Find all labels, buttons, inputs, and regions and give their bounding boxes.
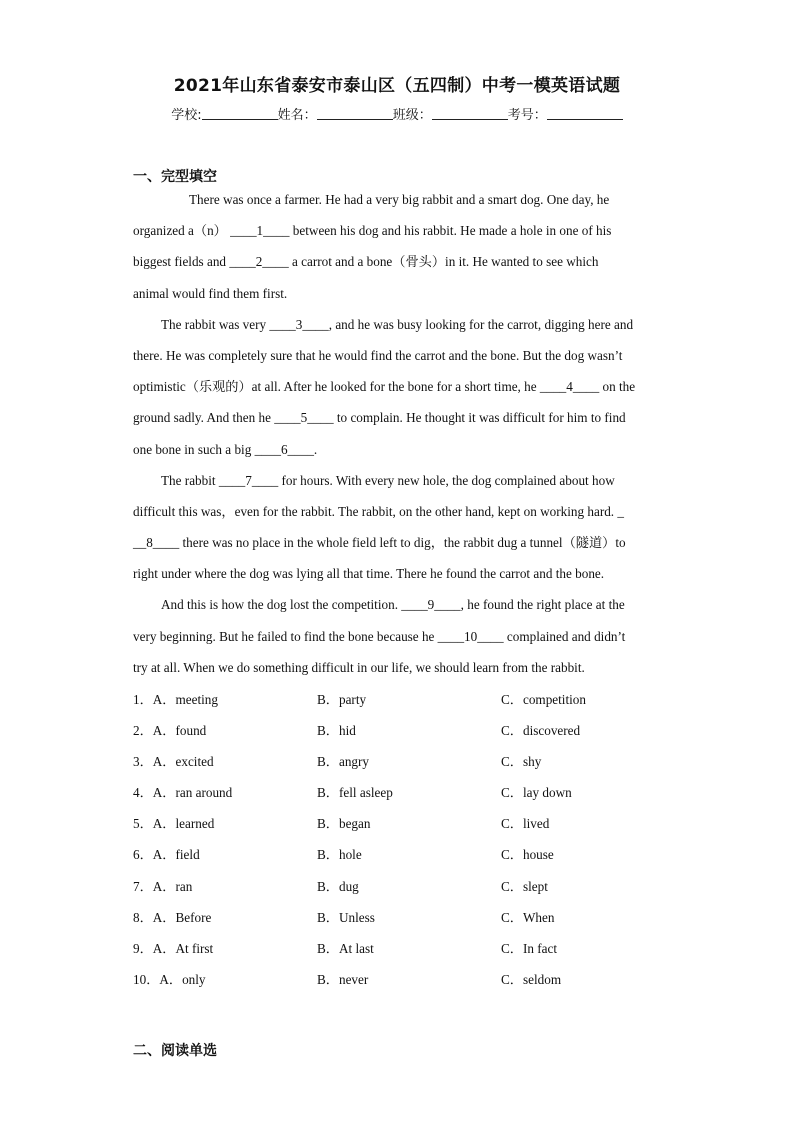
cloze-passage [133, 190, 663, 689]
class-label: 班级： [392, 108, 432, 123]
option-a: 4．A．ran around [133, 785, 233, 801]
class-blank [432, 107, 508, 120]
option-c: C．In fact [501, 940, 558, 956]
option-a: 2．A．found [133, 723, 207, 739]
passage-line: biggest fields and ____2____ a carrot and a bone（骨头）in it. He wanted to see which [133, 254, 599, 270]
option-c: C．seldom [501, 971, 562, 987]
exam-no-blank [547, 107, 623, 120]
option-c: C．lay down [501, 785, 572, 801]
option-row [133, 690, 673, 721]
name-label: 姓名： [277, 108, 317, 123]
option-a: 1．A．meeting [133, 692, 218, 707]
option-b: B．hid [317, 723, 356, 739]
name-blank [317, 107, 393, 120]
option-c: C．shy [501, 754, 542, 770]
option-c: C．discovered [501, 723, 581, 739]
passage-line: one bone in such a big ____6____. [133, 441, 318, 457]
passage-line: optimistic（乐观的）at all. After he looked for the bone for a short time, he ____4____ on the [133, 379, 636, 395]
school-blank [202, 107, 278, 120]
option-b: B．angry [317, 754, 370, 770]
option-c: C．slept [501, 878, 548, 894]
option-row [133, 939, 673, 970]
option-a: 5．A．learned [133, 816, 215, 832]
passage-line: right under where the dog was lying all that time. There he found the carrot and the bone. [133, 566, 605, 582]
option-a: 10．A．only [133, 971, 206, 987]
option-b: B．never [317, 971, 369, 987]
option-c: C．competition [501, 692, 586, 707]
option-row [133, 783, 673, 814]
option-b: B．party [317, 692, 367, 707]
exam-no-label: 考号： [507, 108, 547, 123]
option-row [133, 908, 673, 939]
option-row [133, 970, 673, 1001]
option-a: 9．A．At first [133, 940, 214, 956]
passage-line: __8____ there was no place in the whole field left to dig，the rabbit dug a tunnel（隧道）to [133, 535, 626, 551]
passage-line: ground sadly. And then he ____5____ to complain. He thought it was difficult for him to find [133, 410, 626, 426]
passage-line: try at all. When we do something difficult in our life, we should learn from the rabbit. [133, 659, 585, 675]
option-row [133, 721, 673, 752]
passage-line: And this is how the dog lost the competition. ____9____, he found the right place at the [161, 597, 625, 613]
option-c: C．house [501, 847, 554, 863]
option-a: 3．A．excited [133, 754, 214, 770]
page-title: 2021年山东省泰安市泰山区（五四制）中考一模英语试题 [173, 76, 621, 96]
option-a: 8．A．Before [133, 909, 212, 925]
student-info-line [0, 104, 794, 123]
option-row [133, 845, 673, 876]
option-a: 7．A．ran [133, 878, 193, 894]
option-b: B．fell asleep [317, 785, 393, 801]
option-b: B．hole [317, 847, 362, 863]
option-b: B．began [317, 816, 371, 832]
option-c: C．lived [501, 816, 550, 832]
passage-line: The rabbit ____7____ for hours. With every new hole, the dog complained about how [161, 472, 615, 488]
option-row [133, 814, 673, 845]
option-row [133, 752, 673, 783]
option-c: C．When [501, 909, 555, 925]
option-a: 6．A．field [133, 847, 200, 863]
passage-line: very beginning. But he failed to find the bone because he ____10____ complained and didn’t [133, 628, 626, 644]
answer-options [133, 690, 673, 1001]
passage-line: organized a（n） ____1____ between his dog and his rabbit. He made a hole in one of his [133, 223, 612, 239]
passage-line: animal would find them first. [133, 285, 288, 301]
section-heading-cloze: 一、完型填空 [133, 169, 217, 185]
option-b: B．Unless [317, 909, 375, 925]
section-heading-reading: 二、阅读单选 [133, 1043, 217, 1059]
option-b: B．dug [317, 878, 359, 894]
option-b: B．At last [317, 940, 374, 956]
passage-line: there. He was completely sure that he would find the carrot and the bone. But the dog wasn’t [133, 347, 623, 363]
passage-line: There was once a farmer. He had a very big rabbit and a smart dog. One day, he [189, 192, 610, 207]
school-label: 学校: [171, 108, 202, 123]
passage-line: The rabbit was very ____3____, and he was busy looking for the carrot, digging here and [161, 316, 634, 332]
option-row [133, 877, 673, 908]
passage-line: difficult this was，even for the rabbit. The rabbit, on the other hand, kept on working hard. _ [133, 503, 624, 519]
